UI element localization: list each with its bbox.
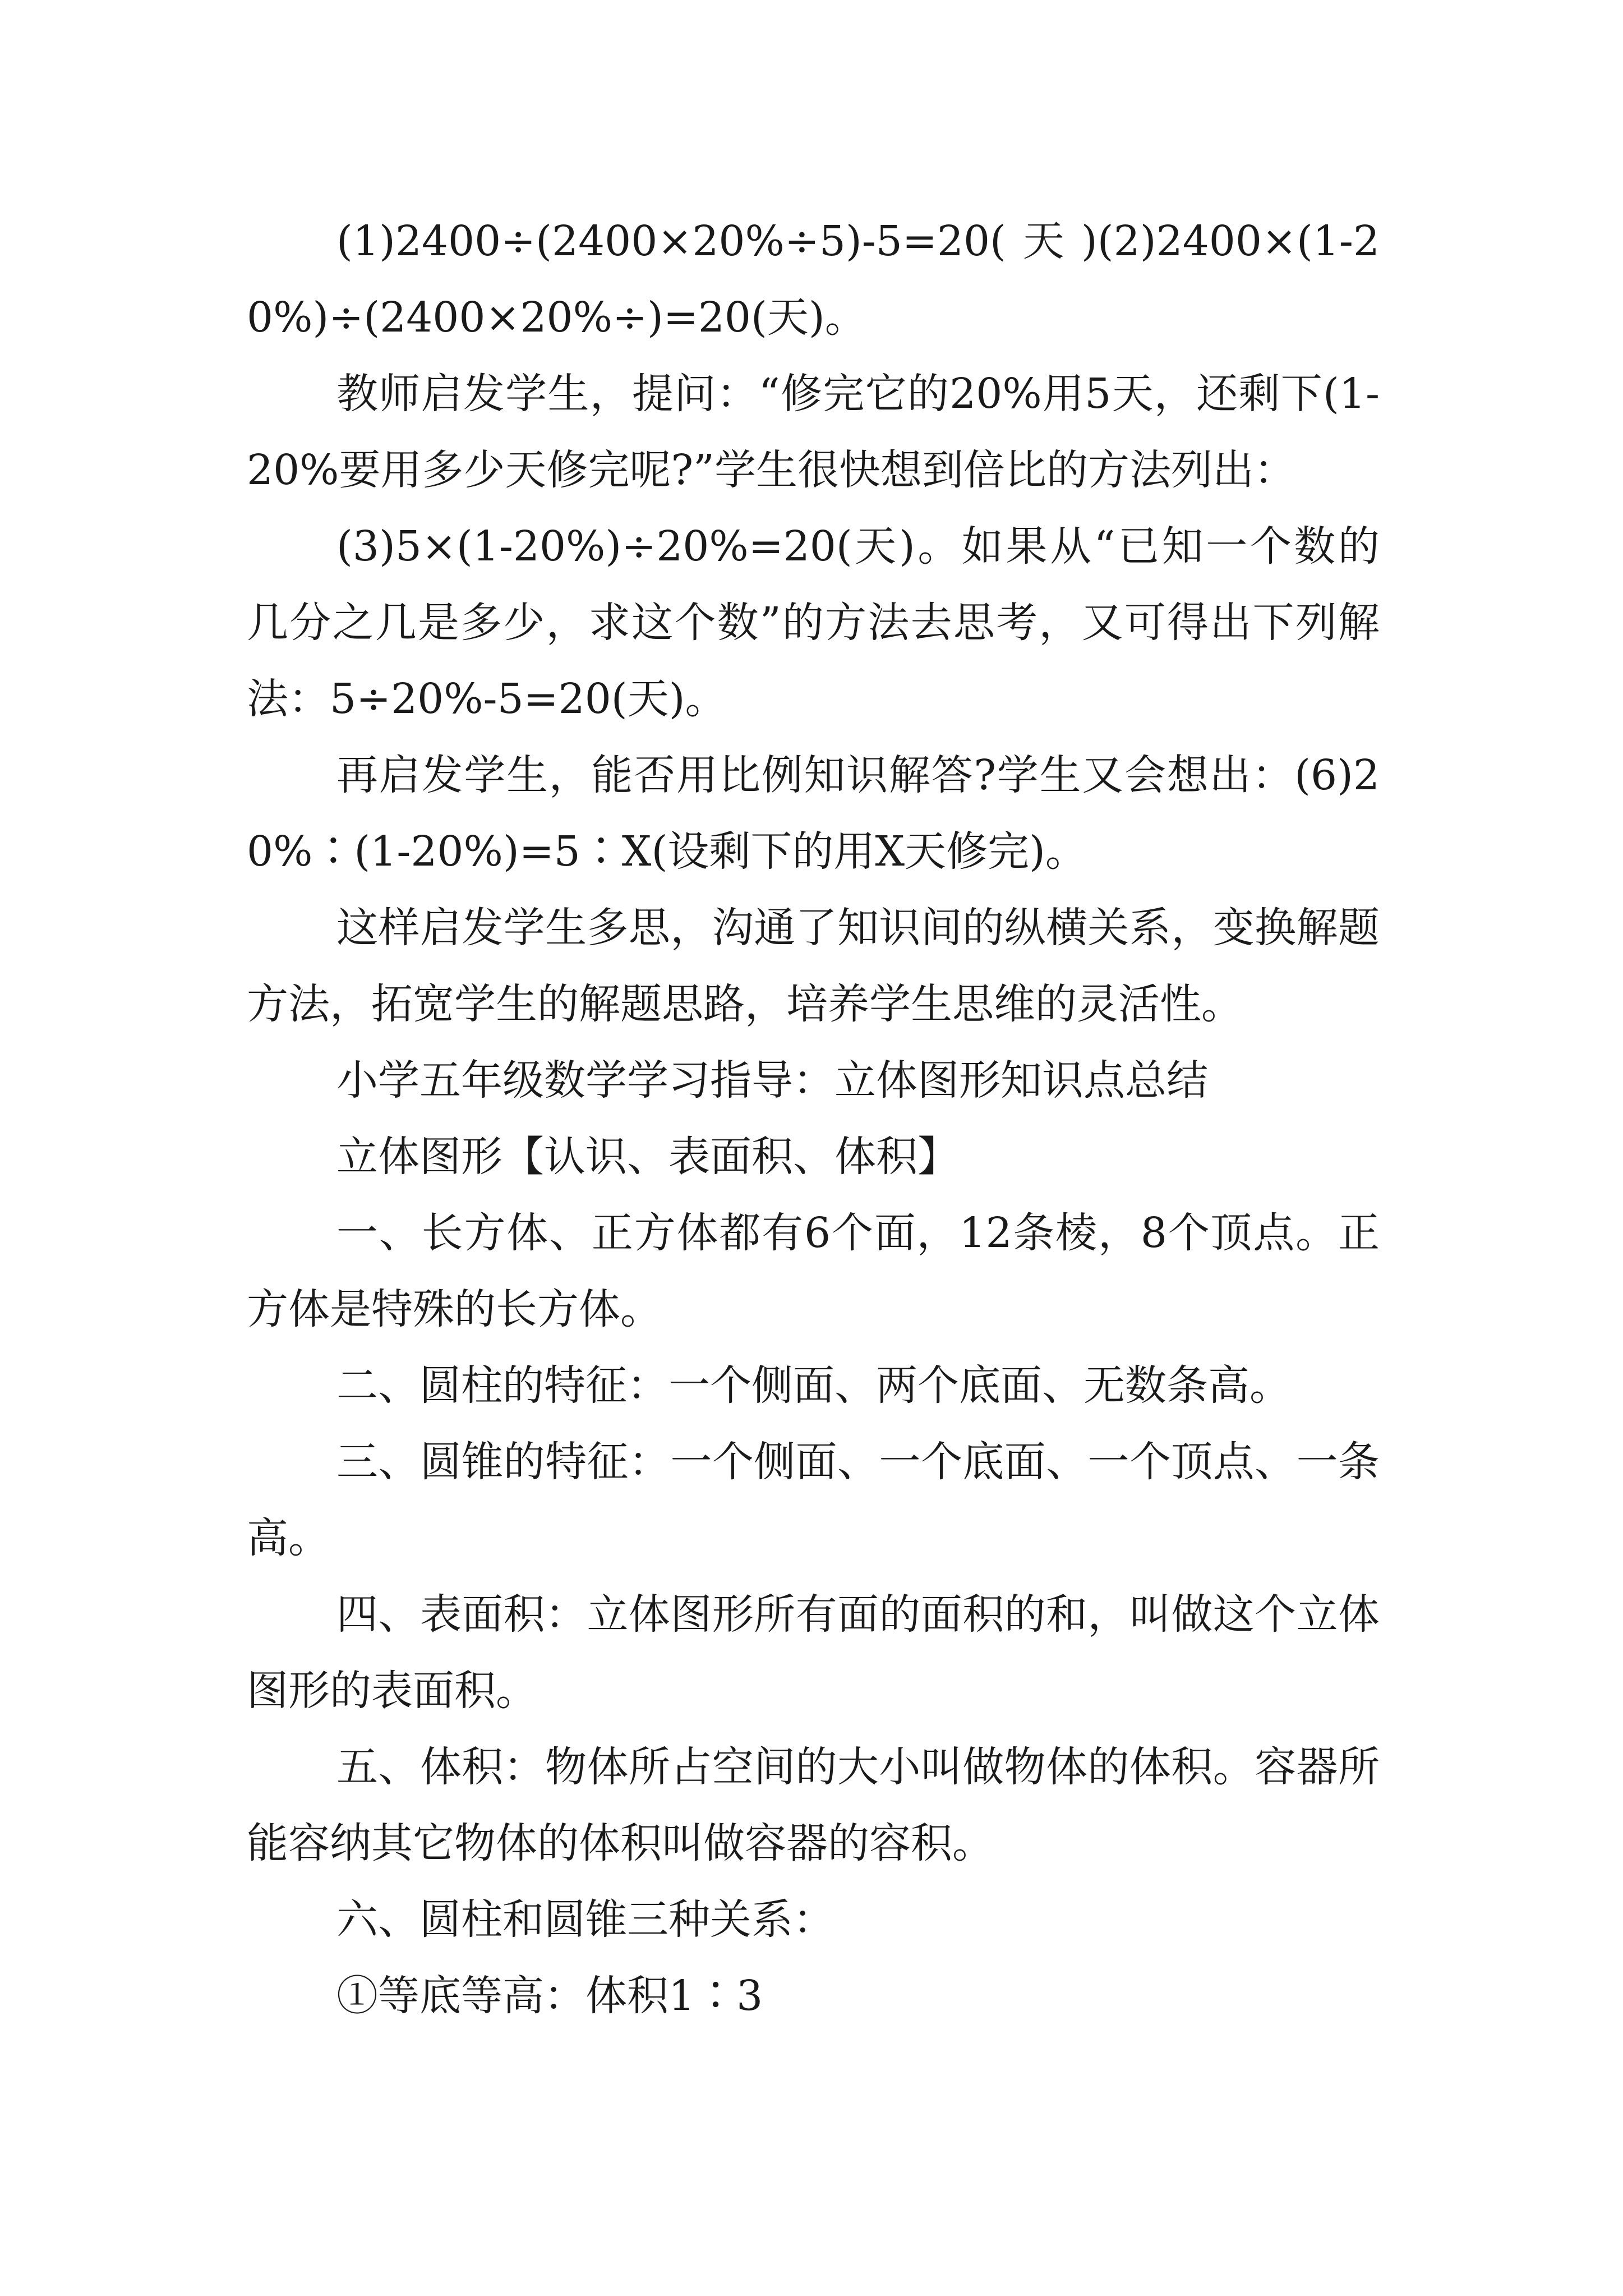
paragraph-teacher-question: 教师启发学生，提问：“修完它的20%用5天，还剩下(1-20%要用多少天修完呢?”学生很快想到倍比的方法列出： [247,370,1380,494]
item-volume: 五、体积：物体所占空间的大小叫做物体的体积。容器所能容纳其它物体的体积叫做容器的容积。 [247,1743,1380,1867]
section-title: 小学五年级数学学习指导：立体图形知识点总结 [336,1056,1208,1105]
section-subtitle: 立体图形【认识、表面积、体积】 [336,1133,959,1181]
paragraph-ratio-method: 再启发学生，能否用比例知识解答?学生又会想出：(6)20%∶(1-20%)=5∶X(设剩下的用X天修完)。 [247,751,1380,876]
item-cylinder: 二、圆柱的特征：一个侧面、两个底面、无数条高。 [336,1361,1291,1410]
item-cylinder-cone-relations: 六、圆柱和圆锥三种关系： [336,1895,834,1944]
item-surface-area: 四、表面积：立体图形所有面的面积的和，叫做这个立体图形的表面积。 [247,1590,1380,1715]
paragraph-summary: 这样启发学生多思，沟通了知识间的纵横关系，变换解题方法，拓宽学生的解题思路，培养学生思维的灵活性。 [247,904,1380,1028]
paragraph-formula-1-2: (1)2400÷(2400×20%÷5)-5=20(天)(2)2400×(1-20%)÷(2400×20%÷)=20(天)。 [247,217,1380,342]
item-equal-base-height: ①等底等高：体积1∶3 [336,1972,763,2020]
item-cone: 三、圆锥的特征：一个侧面、一个底面、一个顶点、一条高。 [247,1438,1380,1562]
paragraph-formula-3: (3)5×(1-20%)÷20%=20(天)。如果从“已知一个数的几分之几是多少，求这个数”的方法去思考，又可得出下列解法：5÷20%-5=20(天)。 [247,522,1380,723]
item-cuboid-cube: 一、长方体、正方体都有6个面，12条棱，8个顶点。正方体是特殊的长方体。 [247,1209,1380,1333]
document-body [247,203,1380,2034]
